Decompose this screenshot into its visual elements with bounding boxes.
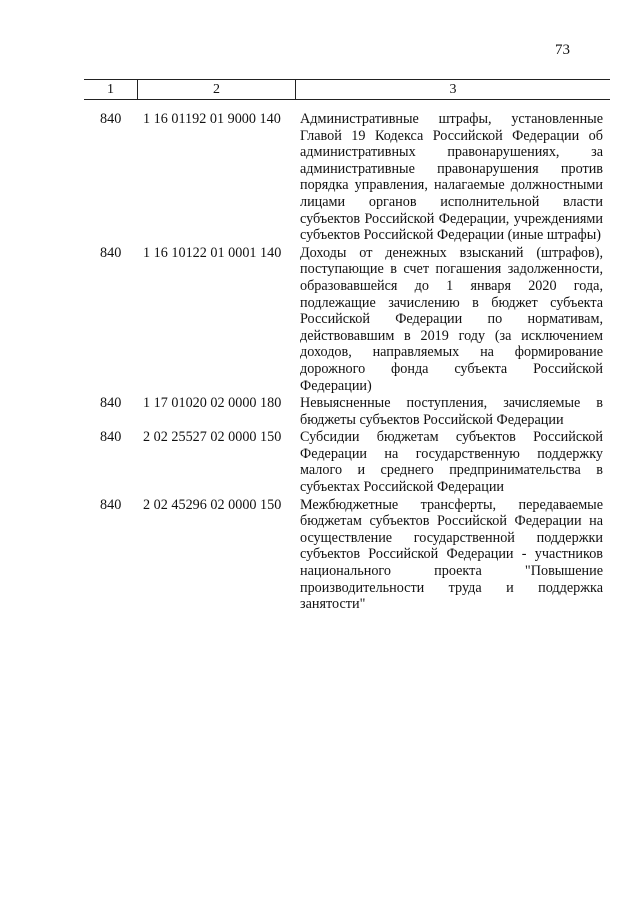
budget-classification-code: 1 17 01020 02 0000 180 <box>143 395 282 412</box>
table-row <box>84 428 610 495</box>
column-header-3: 3 <box>449 82 457 97</box>
page-number: 73 <box>555 42 570 58</box>
table-row <box>84 110 610 244</box>
table-header <box>84 79 610 100</box>
administrator-code: 840 <box>100 111 122 127</box>
revenue-codes-table <box>84 79 610 613</box>
budget-classification-code: 2 02 25527 02 0000 150 <box>143 429 282 446</box>
budget-classification-code: 2 02 45296 02 0000 150 <box>143 496 282 513</box>
revenue-description: Межбюджетные трансферты, передаваемые бюджетам субъектов Российской Федерации на осуществление государственной поддержки субъектов Российской Федерации - участников национального проекта "Повышение производительности труда и поддержка занятости" <box>300 496 603 613</box>
revenue-description: Невыясненные поступления, зачисляемые в бюджеты субъектов Российской Федерации <box>300 395 603 428</box>
column-header-2: 2 <box>137 80 296 99</box>
revenue-description: Административные штрафы, установленные Главой 19 Кодекса Российской Федерации об административных правонарушениях, за административные правонарушения против порядка управления, налагаемые должностными лицами органов исполнительной власти субъектов Российской Федерации, учреждениями субъектов Российской Федерации (иные штрафы) <box>300 111 603 244</box>
table-row <box>84 496 610 613</box>
column-header-1: 1 <box>107 82 114 97</box>
administrator-code: 840 <box>100 496 122 513</box>
table-body <box>84 100 610 613</box>
revenue-description: Субсидии бюджетам субъектов Российской Федерации на государственную поддержку малого и среднего предпринимательства в субъектах Российской Федерации <box>300 429 603 496</box>
administrator-code: 840 <box>100 429 122 446</box>
table-row <box>84 244 610 394</box>
administrator-code: 840 <box>100 244 122 261</box>
revenue-description: Доходы от денежных взысканий (штрафов), поступающие в счет погашения задолженности, образовавшейся до 1 января 2020 года, подлежащие зачислению в бюджет субъекта Российской Федерации по нормативам, действовавшим в 2019 году (за исключением доходов, направляемых на формирование дорожного фонда субъекта Российской Федерации) <box>300 244 603 394</box>
administrator-code: 840 <box>100 395 122 412</box>
budget-classification-code: 1 16 10122 01 0001 140 <box>143 244 282 261</box>
table-row <box>84 394 610 428</box>
budget-classification-code: 1 16 01192 01 9000 140 <box>143 111 281 127</box>
